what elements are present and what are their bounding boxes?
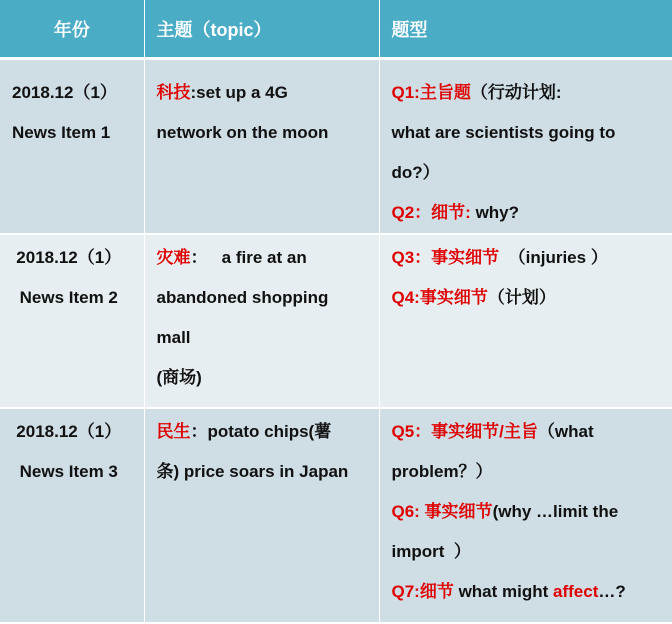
- question-line: problem？）: [391, 462, 493, 481]
- header-type: 题型: [379, 0, 672, 59]
- question-label: Q6: 事实细节: [391, 502, 493, 521]
- question-label: Q4:事实细节: [391, 288, 488, 307]
- question-label: Q3：事实细节: [391, 248, 500, 267]
- question-text: (why …limit the: [492, 502, 619, 521]
- question-line: [392, 238, 664, 278]
- question-type-cell: [379, 59, 672, 235]
- question-type-cell: [379, 234, 672, 408]
- question-text: （injuries ）: [499, 248, 608, 267]
- news-item-text: News Item 2: [19, 288, 118, 307]
- question-text: …?: [598, 582, 626, 601]
- question-line: [392, 572, 664, 612]
- year-text: 2018.12（1）: [16, 248, 122, 267]
- table-row: [0, 234, 672, 408]
- question-label: Q2：细节:: [391, 203, 471, 222]
- question-label: Q7:细节: [391, 582, 454, 601]
- news-item-text: News Item 3: [19, 462, 118, 481]
- topic-category: 民生: [156, 422, 191, 441]
- topic-cell: [144, 234, 379, 408]
- question-keyword: affect: [553, 582, 599, 601]
- question-line: do?）: [391, 163, 440, 182]
- topic-line: mall: [156, 328, 191, 347]
- question-label: Q5：事实细节/主旨: [391, 422, 538, 441]
- question-line: [392, 73, 664, 113]
- topic-text: :set up a 4G: [190, 83, 288, 102]
- question-line: [392, 412, 664, 452]
- year-cell: [0, 234, 144, 408]
- header-topic: 主题（topic）: [144, 0, 379, 59]
- table-row: [0, 408, 672, 623]
- topic-category: 科技: [156, 83, 191, 102]
- header-row: [0, 0, 672, 59]
- question-label: Q1:主旨题: [391, 83, 471, 102]
- topic-line: 条) price soars in Japan: [156, 462, 349, 481]
- topic-text: ： a fire at an: [190, 248, 307, 267]
- table-row: [0, 59, 672, 235]
- question-line: what are scientists going to: [391, 123, 616, 142]
- topic-line: [157, 73, 371, 113]
- year-cell: [0, 408, 144, 623]
- year-text: 2018.12（1）: [12, 83, 117, 102]
- header-year: 年份: [0, 0, 144, 59]
- question-text: why?: [470, 203, 520, 222]
- topic-line: [157, 238, 371, 278]
- topic-cell: [144, 408, 379, 623]
- question-text: what might: [453, 582, 554, 601]
- question-line: import ）: [391, 542, 471, 561]
- topic-line: [157, 412, 371, 452]
- question-line: [392, 193, 664, 233]
- topic-category: 灾难: [156, 248, 191, 267]
- year-text: 2018.12（1）: [16, 422, 122, 441]
- question-type-cell: [379, 408, 672, 623]
- question-text: （what: [537, 422, 594, 441]
- question-line: [392, 492, 664, 532]
- topic-line: abandoned shopping: [156, 288, 329, 307]
- topic-line: network on the moon: [156, 123, 329, 142]
- topic-cell: [144, 59, 379, 235]
- question-text: （计划）: [487, 288, 556, 307]
- question-text: （行动计划:: [470, 83, 562, 102]
- year-cell: [0, 59, 144, 235]
- question-line: [392, 278, 664, 318]
- topic-line: (商场): [156, 368, 202, 387]
- topic-text: ：potato chips(薯: [190, 422, 332, 441]
- news-item-text: News Item 1: [12, 123, 111, 142]
